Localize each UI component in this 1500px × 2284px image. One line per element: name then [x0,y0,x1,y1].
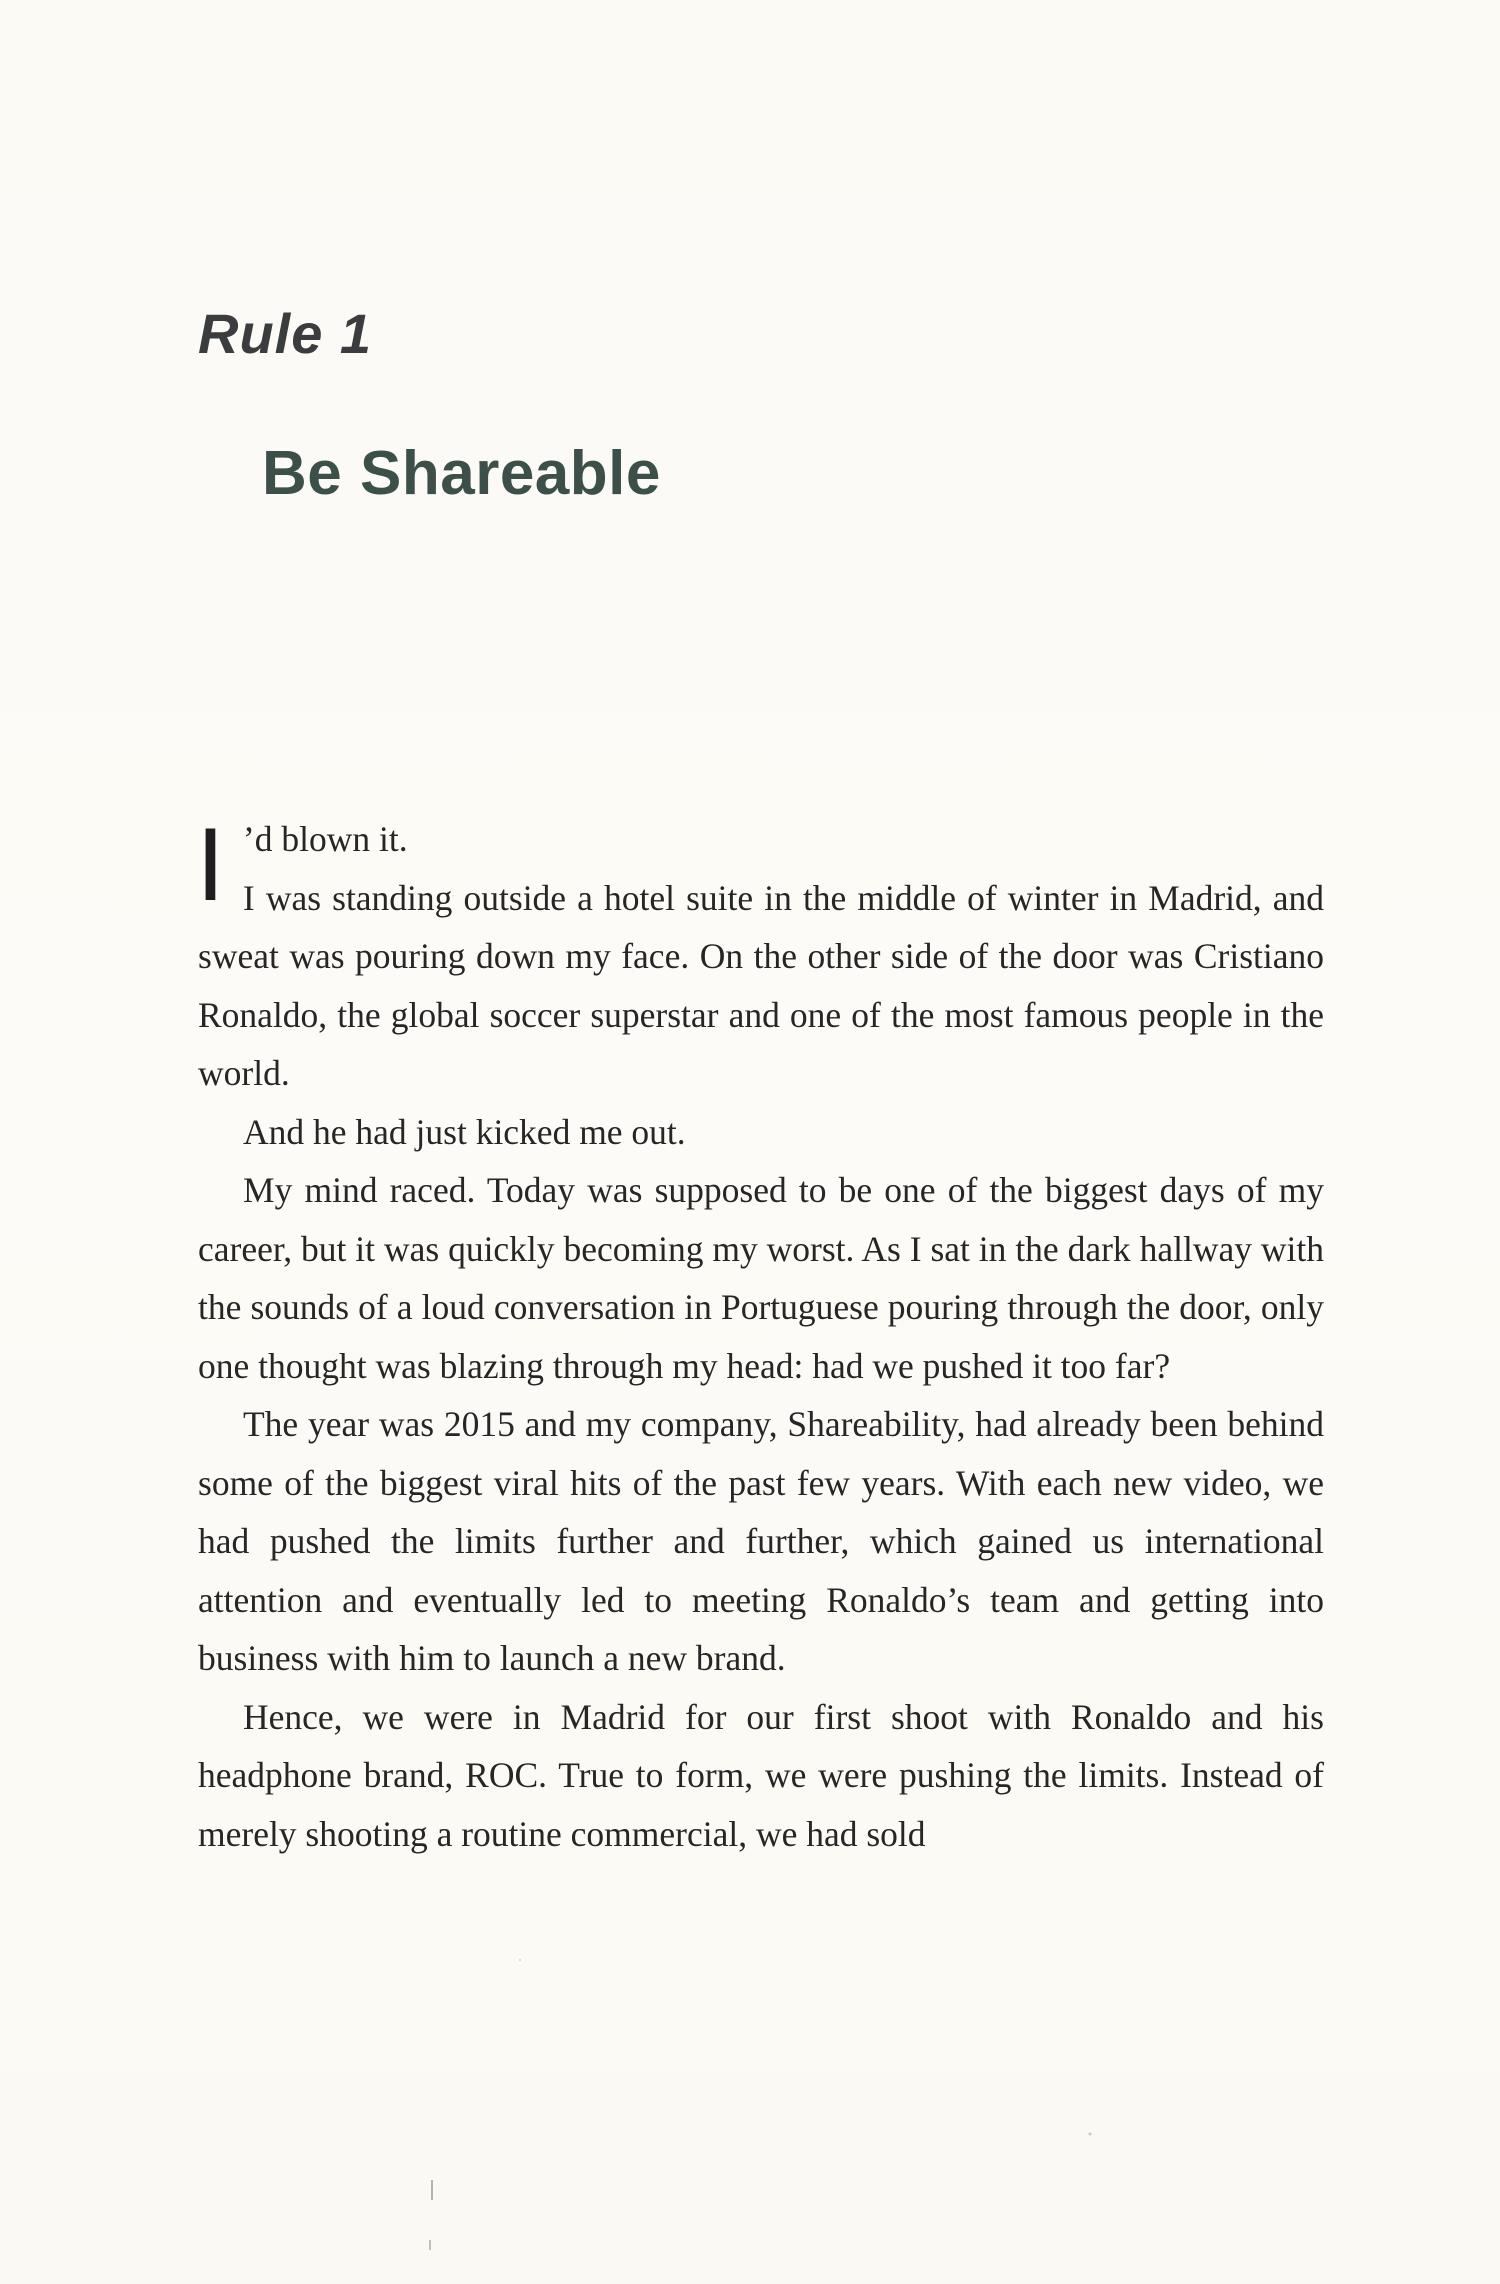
opening-line: ’d blown it. [242,819,408,859]
paragraph: And he had just kicked me out. [243,1111,686,1152]
chapter-body [196,807,1324,1863]
chapter-title: Be Shareable [262,439,661,508]
drop-cap: I [196,807,225,923]
paragraph-text: I was standing outside a hotel suite in the middle of winter in Madrid, and sweat was pouring down my face. On the other side of the door was Cristiano Ronaldo, the global soccer superstar and one of the most famous people in the world. [198,877,1324,1093]
paragraph: My mind raced. Today was supposed to be one of the biggest days of my career, but it was quickly becoming my worst. As I sat in the dark hallway with the sounds of a loud conversation in Portuguese pouring through the door, only one thought was blazing through my head: had we pushed it too far? [198,1170,1324,1386]
rule-label: Rule 1 [198,302,373,365]
paragraph: Hence, we were in Madrid for our first shoot with Ronaldo and his headphone brand, ROC. True to form, we were pushing the limits. Instead of merely shooting a routine commercial, we had sold [198,1696,1324,1854]
paragraph: The year was 2015 and my company, Shareability, had already been behind some of the biggest viral hits of the past few years. With each new video, we had pushed the limits further and further, which gained us international attention and eventually led to meeting Ronaldo’s team and getting into business with him to launch a new brand. [198,1404,1324,1678]
opening-paragraph [196,807,1324,1103]
